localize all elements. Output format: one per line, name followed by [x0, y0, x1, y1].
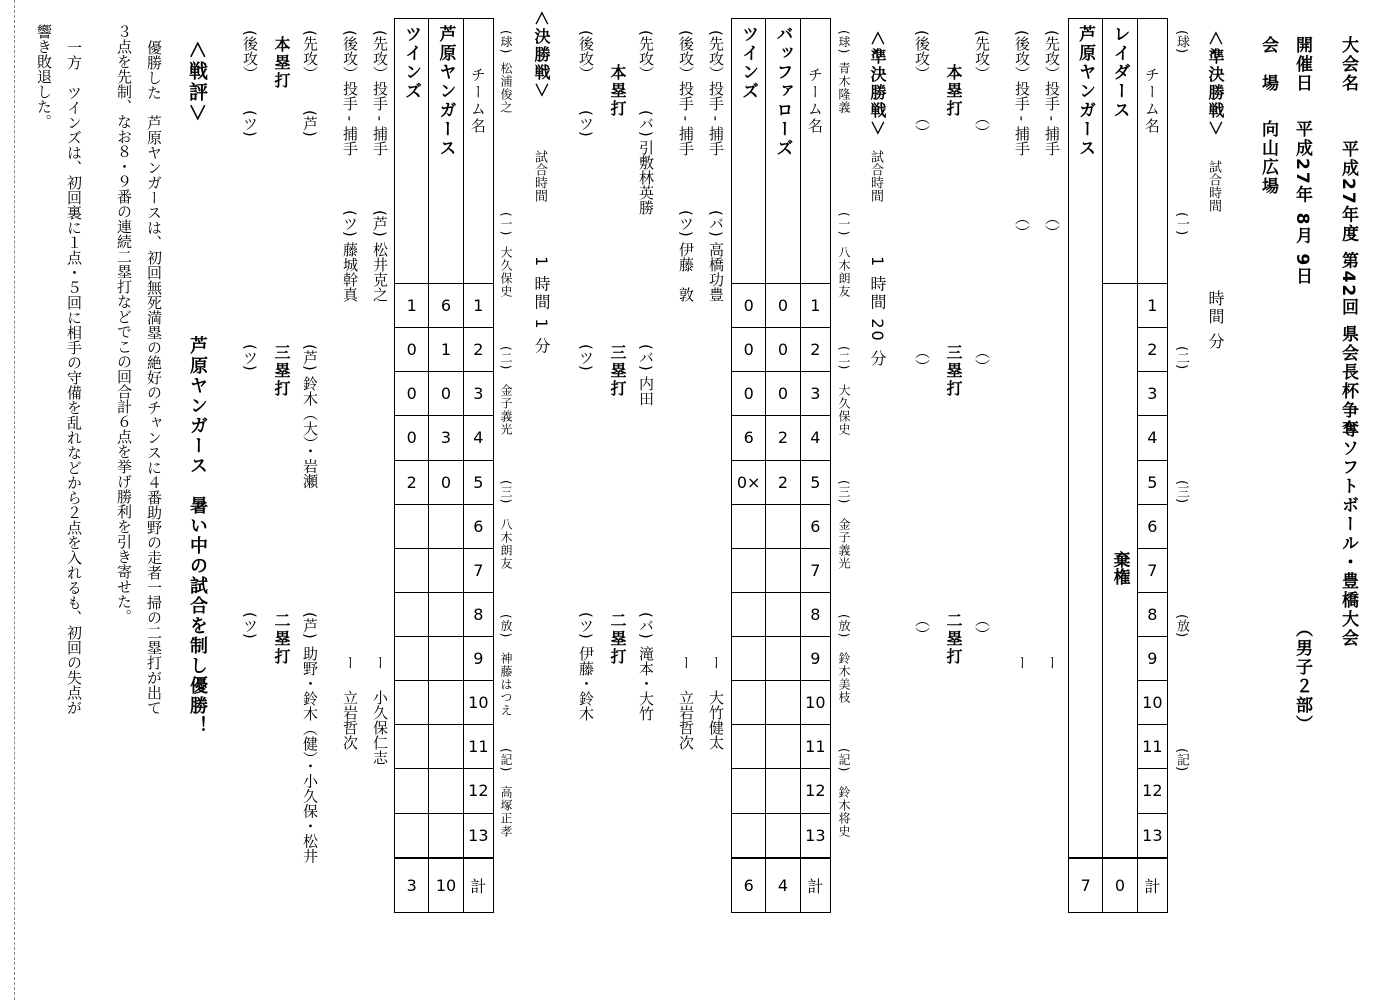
- score-cell: [766, 725, 800, 769]
- game1-home-dash: ー: [1013, 655, 1031, 670]
- inning-10: 10: [1137, 681, 1167, 725]
- game3-away-catcher: 小久保仁志: [371, 690, 389, 765]
- game2-team2-total: 6: [732, 858, 766, 912]
- game1-hits-home-team: （）: [913, 110, 931, 140]
- game2-tr-title: 三塁打: [608, 344, 627, 398]
- game2-home-pitcher: 伊藤 敦: [677, 242, 695, 302]
- game2-header: チーム名: [800, 19, 830, 284]
- review-line-4: 響き敗退した。: [35, 24, 53, 129]
- score-cell: 2: [395, 460, 429, 504]
- score-cell: [429, 637, 463, 681]
- score-cell: 0×: [732, 460, 766, 504]
- game3-time: 1 時間 1 分: [532, 256, 551, 356]
- game3-ump-2b-name: 金子義光: [499, 384, 513, 436]
- score-cell: [429, 548, 463, 592]
- game3-db-team: (芦): [301, 612, 319, 639]
- score-cell: [429, 504, 463, 548]
- inning-12: 12: [1137, 769, 1167, 813]
- inning-13: 13: [463, 813, 493, 858]
- game2-ump-rec-pos: (記): [837, 748, 851, 773]
- game3-away-battery: (先攻）投手 - 捕手: [371, 30, 389, 156]
- game2-hr-title: 本塁打: [608, 64, 627, 118]
- game2-away-catcher: 大竹健太: [707, 690, 725, 750]
- game2-tr-home-team: (ツ): [577, 344, 595, 371]
- game3-db-home-team: (ツ): [241, 612, 259, 639]
- score-cell: 0: [732, 328, 766, 372]
- score-cell: [395, 681, 429, 725]
- score-cell: 0: [732, 372, 766, 416]
- game1-hits-away-team: （）: [973, 110, 991, 140]
- game3-hr-title: 本塁打: [272, 36, 291, 90]
- game3-away-dash: ー: [371, 655, 389, 670]
- game3-team2: ツインズ: [395, 19, 429, 284]
- game3-tr-title: 三塁打: [272, 344, 291, 398]
- game3-home-dash: ー: [341, 655, 359, 670]
- game3-home-pitcher: 藤城幹真: [341, 242, 359, 302]
- game1-ump-3b: (三): [1174, 480, 1189, 504]
- game3-ump-rec-name: 高塚正孝: [499, 786, 513, 838]
- division-label: （男子２部）: [1292, 620, 1312, 734]
- tournament-label: 大会名: [1338, 36, 1358, 93]
- game3-ump-foul-pos: (放): [499, 614, 513, 639]
- game1-team1: レイダース: [1103, 19, 1137, 284]
- score-cell: 0: [766, 372, 800, 416]
- game2-away-battery: (先攻）投手 - 捕手: [707, 30, 725, 156]
- game2-ump-2b-name: 大久保史: [837, 384, 851, 436]
- score-cell: [732, 637, 766, 681]
- game3-header: チーム名: [463, 19, 493, 284]
- inning-7: 7: [463, 548, 493, 592]
- score-cell: [732, 769, 766, 813]
- game3-home-battery: (後攻）投手 - 捕手: [341, 30, 359, 156]
- score-cell: 2: [766, 460, 800, 504]
- game3-hits-away: (先攻）: [301, 30, 319, 81]
- game1-hits-home: (後攻）: [913, 30, 931, 81]
- score-cell: 6: [732, 416, 766, 460]
- score-cell: 0: [766, 328, 800, 372]
- game3-hits-home: (後攻）: [241, 30, 259, 81]
- inning-3: 3: [463, 372, 493, 416]
- inning-11: 11: [463, 725, 493, 769]
- inning-6: 6: [1137, 504, 1167, 548]
- game3-home-team: (ツ): [341, 210, 359, 237]
- game1-tr-home: （）: [913, 344, 931, 374]
- game1-hits-away: (先攻）: [973, 30, 991, 81]
- game2-away-team: (バ): [707, 210, 725, 237]
- game1-tr-title: 三塁打: [944, 344, 963, 398]
- game1-time-label: 試合時間: [1206, 160, 1221, 212]
- inning-13: 13: [1137, 813, 1167, 858]
- score-cell: [429, 592, 463, 636]
- score-cell: [429, 725, 463, 769]
- game1-header: チーム名: [1137, 19, 1167, 284]
- game2-ump-rec-name: 鈴木将史: [837, 786, 851, 838]
- game2-home-team: (ツ): [677, 210, 695, 237]
- game2-time-label: 試合時間: [868, 150, 883, 202]
- game3-tr-team: (芦): [301, 344, 319, 371]
- margin-guide: [14, 0, 15, 1000]
- game2-team2: ツインズ: [732, 19, 766, 284]
- inning-11: 11: [1137, 725, 1167, 769]
- game3-total-label: 計: [463, 858, 493, 912]
- inning-13: 13: [800, 813, 830, 858]
- score-cell: [395, 813, 429, 858]
- game2-score-table: [731, 18, 831, 913]
- game3-hits-home-team: (ツ): [241, 110, 259, 137]
- inning-7: 7: [1137, 548, 1167, 592]
- venue-value: 向山広場: [1258, 120, 1278, 196]
- game1-time: 時間 分: [1206, 290, 1225, 352]
- game3-team1-total: 10: [429, 858, 463, 912]
- score-cell: 2: [766, 416, 800, 460]
- game2-ump-foul-name: 鈴木美枝: [837, 652, 851, 704]
- game3-score-table: [394, 18, 494, 913]
- game3-ump-3b-name: 八木朗友: [499, 518, 513, 570]
- review-line-3: 一方 ツインズは、初回裏に１点・５回に相手の守備を乱れなどから２点を入れるも、初回の失点が: [65, 40, 83, 715]
- game2-db-home-players: 伊藤・鈴木: [577, 646, 595, 721]
- game1-home-team: （）: [1013, 210, 1031, 240]
- score-cell: [395, 769, 429, 813]
- inning-6: 6: [463, 504, 493, 548]
- score-cell: [766, 504, 800, 548]
- score-cell: 0: [395, 372, 429, 416]
- score-cell: [732, 548, 766, 592]
- score-cell: [395, 637, 429, 681]
- game3-db-players: 助野・鈴木（健）・小久保・松井: [301, 646, 319, 864]
- game1-ump-2b: (二): [1174, 346, 1189, 370]
- game2-tr-team: (バ): [637, 344, 655, 371]
- game1-team2-total: 7: [1069, 858, 1103, 912]
- game2-ump-plate-name: 青木隆義: [837, 62, 851, 114]
- game3-ump-1b-pos: (一): [499, 212, 513, 237]
- inning-4: 4: [463, 416, 493, 460]
- score-cell: [766, 681, 800, 725]
- review-line-1: 優勝した 芦原ヤンガースは、初回無死満塁の絶好のチャンスに４番助野の走者一掃の二塁打が出て: [145, 40, 163, 715]
- game1-db-title: 二塁打: [944, 612, 963, 666]
- inning-10: 10: [800, 681, 830, 725]
- game1-home-battery: (後攻）投手 - 捕手: [1013, 30, 1031, 156]
- score-cell: [429, 813, 463, 858]
- game3-ump-plate-pos: (球): [499, 30, 513, 55]
- game3-ump-2b-pos: (二): [499, 346, 513, 371]
- inning-1: 1: [800, 284, 830, 328]
- game1-round: ＜準決勝戦＞: [1206, 30, 1225, 139]
- inning-1: 1: [463, 284, 493, 328]
- game2-total-label: 計: [800, 858, 830, 912]
- game3-db-title: 二塁打: [272, 612, 291, 666]
- score-cell: [395, 504, 429, 548]
- game1-away-team: （）: [1043, 210, 1061, 240]
- game2-time: 1 時間 20 分: [868, 256, 887, 368]
- date-value: 平成27年 8月 9日: [1292, 120, 1312, 287]
- score-cell: 1: [395, 284, 429, 328]
- game2-ump-1b-name: 八木朗友: [837, 246, 851, 298]
- inning-10: 10: [463, 681, 493, 725]
- score-cell: [732, 725, 766, 769]
- review-line-2: ３点を先制、なお８・９番の連続二塁打などでこの回合計６点を挙げ勝利を引き寄せた。: [115, 24, 133, 624]
- game2-hits-home: (後攻）: [577, 30, 595, 81]
- game1-db-home: （）: [913, 612, 931, 642]
- game1-team2: 芦原ヤンガース: [1069, 19, 1103, 859]
- inning-5: 5: [800, 460, 830, 504]
- game1-hr-title: 本塁打: [944, 64, 963, 118]
- game2-db-home-team: (ツ): [577, 612, 595, 639]
- game3-away-pitcher: 松井克之: [371, 242, 389, 302]
- game3-ump-foul-name: 神藤はつえ: [499, 652, 513, 717]
- game1-ump-record: (記): [1174, 748, 1189, 772]
- game3-ump-1b-name: 大久保史: [499, 246, 513, 298]
- inning-1: 1: [1137, 284, 1167, 328]
- game1-db-away: （）: [973, 612, 991, 642]
- game2-ump-1b-pos: (一): [837, 212, 851, 237]
- game2-ump-3b-name: 金子義光: [837, 518, 851, 570]
- score-cell: 6: [429, 284, 463, 328]
- score-cell: [395, 548, 429, 592]
- game3-ump-plate-name: 松浦俊之: [499, 62, 513, 114]
- game2-hr-player: 引敷林英勝: [637, 140, 655, 215]
- inning-5: 5: [1137, 460, 1167, 504]
- game2-home-battery: (後攻）投手 - 捕手: [677, 30, 695, 156]
- game2-db-title: 二塁打: [608, 612, 627, 666]
- inning-12: 12: [800, 769, 830, 813]
- inning-8: 8: [463, 592, 493, 636]
- score-cell: [766, 769, 800, 813]
- inning-6: 6: [800, 504, 830, 548]
- game2-hits-away-team: (バ): [637, 110, 655, 137]
- game1-ump-plate: (球): [1174, 30, 1189, 54]
- game2-away-dash: ー: [707, 655, 725, 670]
- game3-tr-players: 鈴木（大）・岩瀬: [301, 376, 319, 489]
- score-cell: 0: [429, 460, 463, 504]
- inning-2: 2: [463, 328, 493, 372]
- game1-team1-total: 0: [1103, 858, 1137, 912]
- inning-3: 3: [1137, 372, 1167, 416]
- game1-ump-1b: (一): [1174, 212, 1189, 236]
- game3-ump-3b-pos: (三): [499, 480, 513, 505]
- game3-away-team: (芦): [371, 210, 389, 237]
- game1-tr-away: （）: [973, 344, 991, 374]
- game2-ump-2b-pos: (二): [837, 346, 851, 371]
- score-cell: 0: [429, 372, 463, 416]
- game2-round: ＜準決勝戦＞: [868, 30, 887, 139]
- score-cell: [766, 637, 800, 681]
- inning-9: 9: [1137, 637, 1167, 681]
- inning-9: 9: [800, 637, 830, 681]
- game2-ump-plate-pos: (球): [837, 30, 851, 55]
- game3-ump-rec-pos: (記): [499, 748, 513, 773]
- game2-team1: バッファローズ: [766, 19, 800, 284]
- score-cell: 0: [766, 284, 800, 328]
- inning-2: 2: [800, 328, 830, 372]
- game2-away-pitcher: 高橋功豊: [707, 242, 725, 302]
- game2-home-dash: ー: [677, 655, 695, 670]
- score-cell: 0: [732, 284, 766, 328]
- inning-4: 4: [800, 416, 830, 460]
- game3-hits-away-team: (芦): [301, 110, 319, 137]
- score-cell: [429, 769, 463, 813]
- game2-ump-3b-pos: (三): [837, 480, 851, 505]
- score-cell: [429, 681, 463, 725]
- date-label: 開催日: [1292, 36, 1312, 93]
- game2-tr-player: 内田: [637, 376, 655, 406]
- game3-round: ＜決勝戦＞: [532, 10, 551, 101]
- inning-12: 12: [463, 769, 493, 813]
- game1-total-label: 計: [1137, 858, 1167, 912]
- game2-hits-home-team: (ツ): [577, 110, 595, 137]
- score-cell: [732, 504, 766, 548]
- game1-away-dash: ー: [1043, 655, 1061, 670]
- game2-home-catcher: 立岩哲次: [677, 690, 695, 750]
- inning-7: 7: [800, 548, 830, 592]
- game2-hits-away: (先攻）: [637, 30, 655, 81]
- game1-score-table: [1068, 18, 1168, 913]
- game3-time-label: 試合時間: [532, 150, 547, 202]
- review-headline: 芦原ヤンガース 暑い中の試合を制し優勝！: [187, 336, 208, 736]
- game3-team1: 芦原ヤンガース: [429, 19, 463, 284]
- game3-team2-total: 3: [395, 858, 429, 912]
- score-cell: 0: [395, 416, 429, 460]
- inning-8: 8: [800, 592, 830, 636]
- inning-8: 8: [1137, 592, 1167, 636]
- game2-db-team: (バ): [637, 612, 655, 639]
- score-cell: [766, 813, 800, 858]
- inning-4: 4: [1137, 416, 1167, 460]
- score-cell: [766, 548, 800, 592]
- game3-tr-home-team: (ツ): [241, 344, 259, 371]
- inning-11: 11: [800, 725, 830, 769]
- score-cell: [732, 592, 766, 636]
- game2-db-away-players: 滝本・大竹: [637, 646, 655, 721]
- inning-5: 5: [463, 460, 493, 504]
- score-cell: [395, 592, 429, 636]
- game3-home-catcher: 立岩哲次: [341, 690, 359, 750]
- venue-label: 会 場: [1258, 36, 1278, 93]
- inning-3: 3: [800, 372, 830, 416]
- score-cell: 3: [429, 416, 463, 460]
- score-cell: 0: [395, 328, 429, 372]
- inning-9: 9: [463, 637, 493, 681]
- game1-forfeit: 棄権: [1103, 284, 1137, 859]
- game2-team1-total: 4: [766, 858, 800, 912]
- game1-ump-foul: (放): [1174, 614, 1189, 638]
- inning-2: 2: [1137, 328, 1167, 372]
- score-cell: [732, 681, 766, 725]
- score-cell: [395, 725, 429, 769]
- game1-away-battery: (先攻）投手 - 捕手: [1043, 30, 1061, 156]
- score-cell: 1: [429, 328, 463, 372]
- score-cell: [732, 813, 766, 858]
- review-title: ＜戦評＞: [186, 40, 208, 125]
- game2-ump-foul-pos: (放): [837, 614, 851, 639]
- score-cell: [766, 592, 800, 636]
- tournament-name: 平成27年度 第42回 県会長杯争奪ソフトボール・豊橋大会: [1338, 140, 1358, 649]
